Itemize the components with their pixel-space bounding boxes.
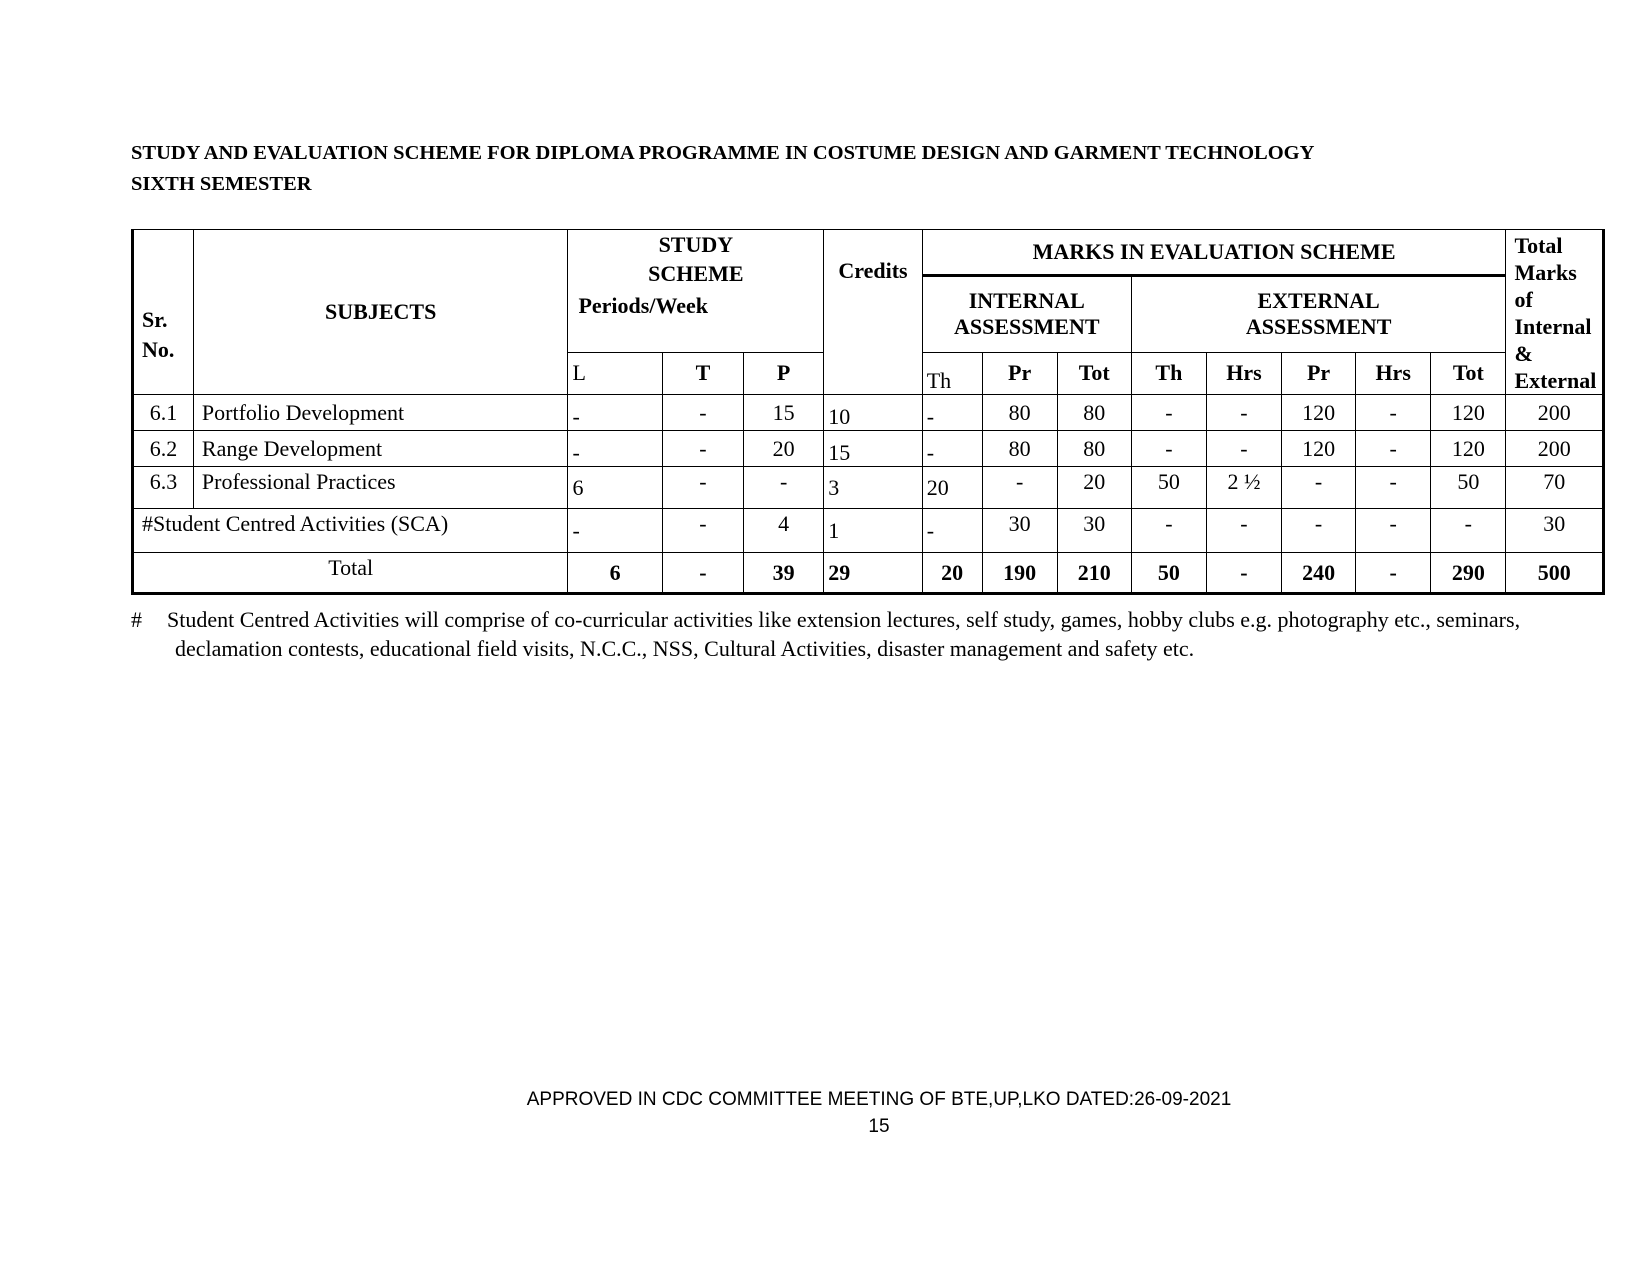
footnote-line-1: Student Centred Activities will comprise of co-curricular activities like extension lectures, self study, games, hobby clubs e.g. photography etc., seminars, xyxy=(167,607,1521,632)
ext-hrs1-cell: 2 ½ xyxy=(1206,467,1281,509)
ext-th-cell: - xyxy=(1131,395,1206,431)
ext-hrs2-cell: - xyxy=(1356,467,1431,509)
sr-cell: 6.1 xyxy=(133,395,194,431)
col-ext-th: Th xyxy=(1131,352,1206,394)
ext-th-cell: 50 xyxy=(1131,467,1206,509)
credits-cell: 10 xyxy=(824,395,922,431)
col-int-tot: Tot xyxy=(1057,352,1131,394)
col-ext-pr: Pr xyxy=(1282,352,1356,394)
col-ext-hrs2: Hrs xyxy=(1356,352,1431,394)
total-label-4: & xyxy=(1514,341,1533,366)
total-cell: 70 xyxy=(1506,467,1604,509)
total-label-1: Total xyxy=(1514,233,1563,258)
periods-week-label: Periods/Week xyxy=(578,293,708,318)
t-cell: - xyxy=(662,431,743,467)
t-cell: - xyxy=(662,509,743,553)
ext-pr-total: 240 xyxy=(1282,553,1356,594)
col-int-th: Th xyxy=(922,352,982,394)
ext-pr-cell: - xyxy=(1282,509,1356,553)
int-th-cell: - xyxy=(922,431,982,467)
evaluation-scheme-table xyxy=(131,229,1605,595)
int-tot-cell: 80 xyxy=(1057,431,1131,467)
p-cell: - xyxy=(744,467,824,509)
ext-hrs1-cell: - xyxy=(1206,395,1281,431)
p-cell: 4 xyxy=(744,509,824,553)
subject-cell: Professional Practices xyxy=(193,467,568,509)
p-total: 39 xyxy=(744,553,824,594)
table-row xyxy=(133,431,1604,467)
credits-cell: 1 xyxy=(824,509,922,553)
int-th-cell: 20 xyxy=(922,467,982,509)
document-heading xyxy=(131,138,1314,200)
footnote-marker: # xyxy=(131,607,142,632)
ext-tot-cell: 120 xyxy=(1431,395,1506,431)
l-cell: - xyxy=(568,395,662,431)
l-cell: 6 xyxy=(568,467,662,509)
int-pr-total: 190 xyxy=(982,553,1057,594)
total-marks-header xyxy=(1506,230,1604,395)
col-ext-hrs1: Hrs xyxy=(1206,352,1281,394)
approval-text: APPROVED IN CDC COMMITTEE MEETING OF BTE,UP,LKO DATED:26-09-2021 xyxy=(526,1089,1232,1110)
internal-assessment-header xyxy=(922,276,1131,352)
sr-cell: 6.2 xyxy=(133,431,194,467)
table-row xyxy=(133,467,1604,509)
page-number: 15 xyxy=(868,1116,890,1137)
l-cell: - xyxy=(568,509,662,553)
credits-cell: 15 xyxy=(824,431,922,467)
sr-no-header: Sr. No. xyxy=(133,230,194,395)
int-th-cell: - xyxy=(922,509,982,553)
credits-header: Credits xyxy=(824,230,922,395)
col-L: L xyxy=(568,352,662,394)
external-assessment-header xyxy=(1131,276,1506,352)
table-row xyxy=(133,395,1604,431)
footnote-line-2: declamation contests, educational field visits, N.C.C., NSS, Cultural Activities, disaster management and safety etc. xyxy=(175,636,1195,661)
marks-evaluation-header: MARKS IN EVALUATION SCHEME xyxy=(922,230,1506,276)
ext-th-total: 50 xyxy=(1131,553,1206,594)
l-cell: - xyxy=(568,431,662,467)
col-ext-tot: Tot xyxy=(1431,352,1506,394)
total-cell: 30 xyxy=(1506,509,1604,553)
total-label-5: External xyxy=(1514,368,1597,393)
credits-cell: 3 xyxy=(824,467,922,509)
ext-hrs2-total: - xyxy=(1356,553,1431,594)
p-cell: 20 xyxy=(744,431,824,467)
ext-pr-cell: - xyxy=(1282,467,1356,509)
document-subtitle: SIXTH SEMESTER xyxy=(131,173,312,195)
study-label: STUDY xyxy=(658,232,734,257)
p-cell: 15 xyxy=(744,395,824,431)
total-cell: 200 xyxy=(1506,431,1604,467)
ext-tot-cell: 120 xyxy=(1431,431,1506,467)
col-P: P xyxy=(744,352,824,394)
ext-hrs1-cell: - xyxy=(1206,509,1281,553)
t-cell: - xyxy=(662,395,743,431)
scheme-label: SCHEME xyxy=(648,261,744,286)
credits-total: 29 xyxy=(824,553,922,594)
external-label-2: ASSESSMENT xyxy=(1245,314,1392,340)
total-cell: 200 xyxy=(1506,395,1604,431)
ext-hrs2-cell: - xyxy=(1356,395,1431,431)
ext-th-cell: - xyxy=(1131,431,1206,467)
col-T: T xyxy=(662,352,743,394)
int-tot-cell: 80 xyxy=(1057,395,1131,431)
int-tot-total: 210 xyxy=(1057,553,1131,594)
ext-tot-total: 290 xyxy=(1431,553,1506,594)
study-scheme-header xyxy=(568,230,824,353)
sca-row xyxy=(133,509,1604,553)
page-footer xyxy=(0,1086,1651,1140)
int-th-total: 20 xyxy=(922,553,982,594)
int-pr-cell: 30 xyxy=(982,509,1057,553)
document-title: STUDY AND EVALUATION SCHEME FOR DIPLOMA PROGRAMME IN COSTUME DESIGN AND GARMENT TECHNOLOGY xyxy=(131,142,1315,164)
grand-total: 500 xyxy=(1506,553,1604,594)
sr-cell: 6.3 xyxy=(133,467,194,509)
total-label-3: Internal xyxy=(1514,314,1592,339)
ext-tot-cell: 50 xyxy=(1431,467,1506,509)
ext-pr-cell: 120 xyxy=(1282,395,1356,431)
sca-subject-cell: #Student Centred Activities (SCA) xyxy=(133,509,568,553)
int-pr-cell: 80 xyxy=(982,395,1057,431)
subjects-header: SUBJECTS xyxy=(193,230,568,395)
l-total: 6 xyxy=(568,553,662,594)
ext-hrs1-cell: - xyxy=(1206,431,1281,467)
total-row xyxy=(133,553,1604,594)
ext-th-cell: - xyxy=(1131,509,1206,553)
external-label-1: EXTERNAL xyxy=(1257,288,1380,314)
internal-label-1: INTERNAL xyxy=(968,288,1085,314)
internal-label-2: ASSESSMENT xyxy=(954,314,1100,340)
ext-pr-cell: 120 xyxy=(1282,431,1356,467)
ext-hrs2-cell: - xyxy=(1356,431,1431,467)
subject-cell: Range Development xyxy=(193,431,568,467)
total-label: Total xyxy=(133,553,568,594)
col-int-pr: Pr xyxy=(982,352,1057,394)
int-tot-cell: 30 xyxy=(1057,509,1131,553)
ext-hrs2-cell: - xyxy=(1356,509,1431,553)
int-tot-cell: 20 xyxy=(1057,467,1131,509)
int-pr-cell: - xyxy=(982,467,1057,509)
t-cell: - xyxy=(662,467,743,509)
ext-tot-cell: - xyxy=(1431,509,1506,553)
int-pr-cell: 80 xyxy=(982,431,1057,467)
t-total: - xyxy=(662,553,743,594)
ext-hrs1-total: - xyxy=(1206,553,1281,594)
subject-cell: Portfolio Development xyxy=(193,395,568,431)
int-th-cell: - xyxy=(922,395,982,431)
total-label-2: Marks of xyxy=(1514,260,1577,312)
header-row-1 xyxy=(133,230,1604,276)
